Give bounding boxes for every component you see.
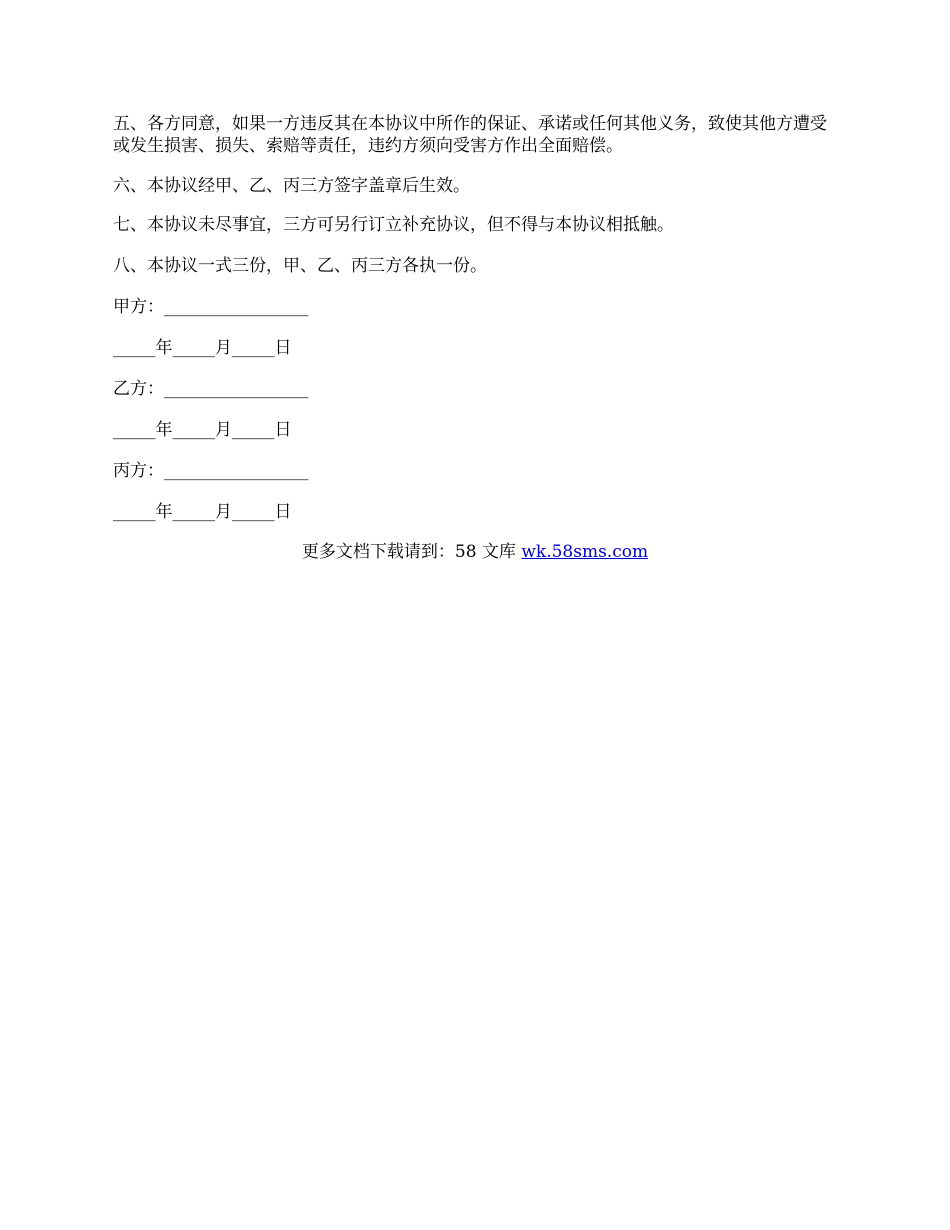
party-c-signature-line: 丙方：_________________	[113, 461, 309, 481]
clause-6: 六、本协议经甲、乙、丙三方签字盖章后生效。	[113, 176, 470, 196]
download-footer	[0, 541, 950, 563]
clause-7: 七、本协议未尽事宜，三方可另行订立补充协议，但不得与本协议相抵触。	[113, 215, 674, 235]
clause-5: 五、各方同意，如果一方违反其在本协议中所作的保证、承诺或任何其他义务，致使其他方遭受或发生损害、损失、索赔等责任，违约方须向受害方作出全面赔偿。	[113, 114, 827, 156]
footer-link[interactable]: wk.58sms.com	[521, 542, 649, 562]
party-b-signature-line: 乙方：_________________	[113, 379, 309, 399]
party-a-signature-line: 甲方：_________________	[113, 297, 309, 317]
party-c-date-line: _____年_____月_____日	[113, 502, 292, 522]
clause-8: 八、本协议一式三份，甲、乙、丙三方各执一份。	[113, 256, 487, 276]
party-b-date-line: _____年_____月_____日	[113, 420, 292, 440]
footer-text: 更多文档下载请到：58 文库	[301, 542, 522, 562]
party-a-date-line: _____年_____月_____日	[113, 338, 292, 358]
